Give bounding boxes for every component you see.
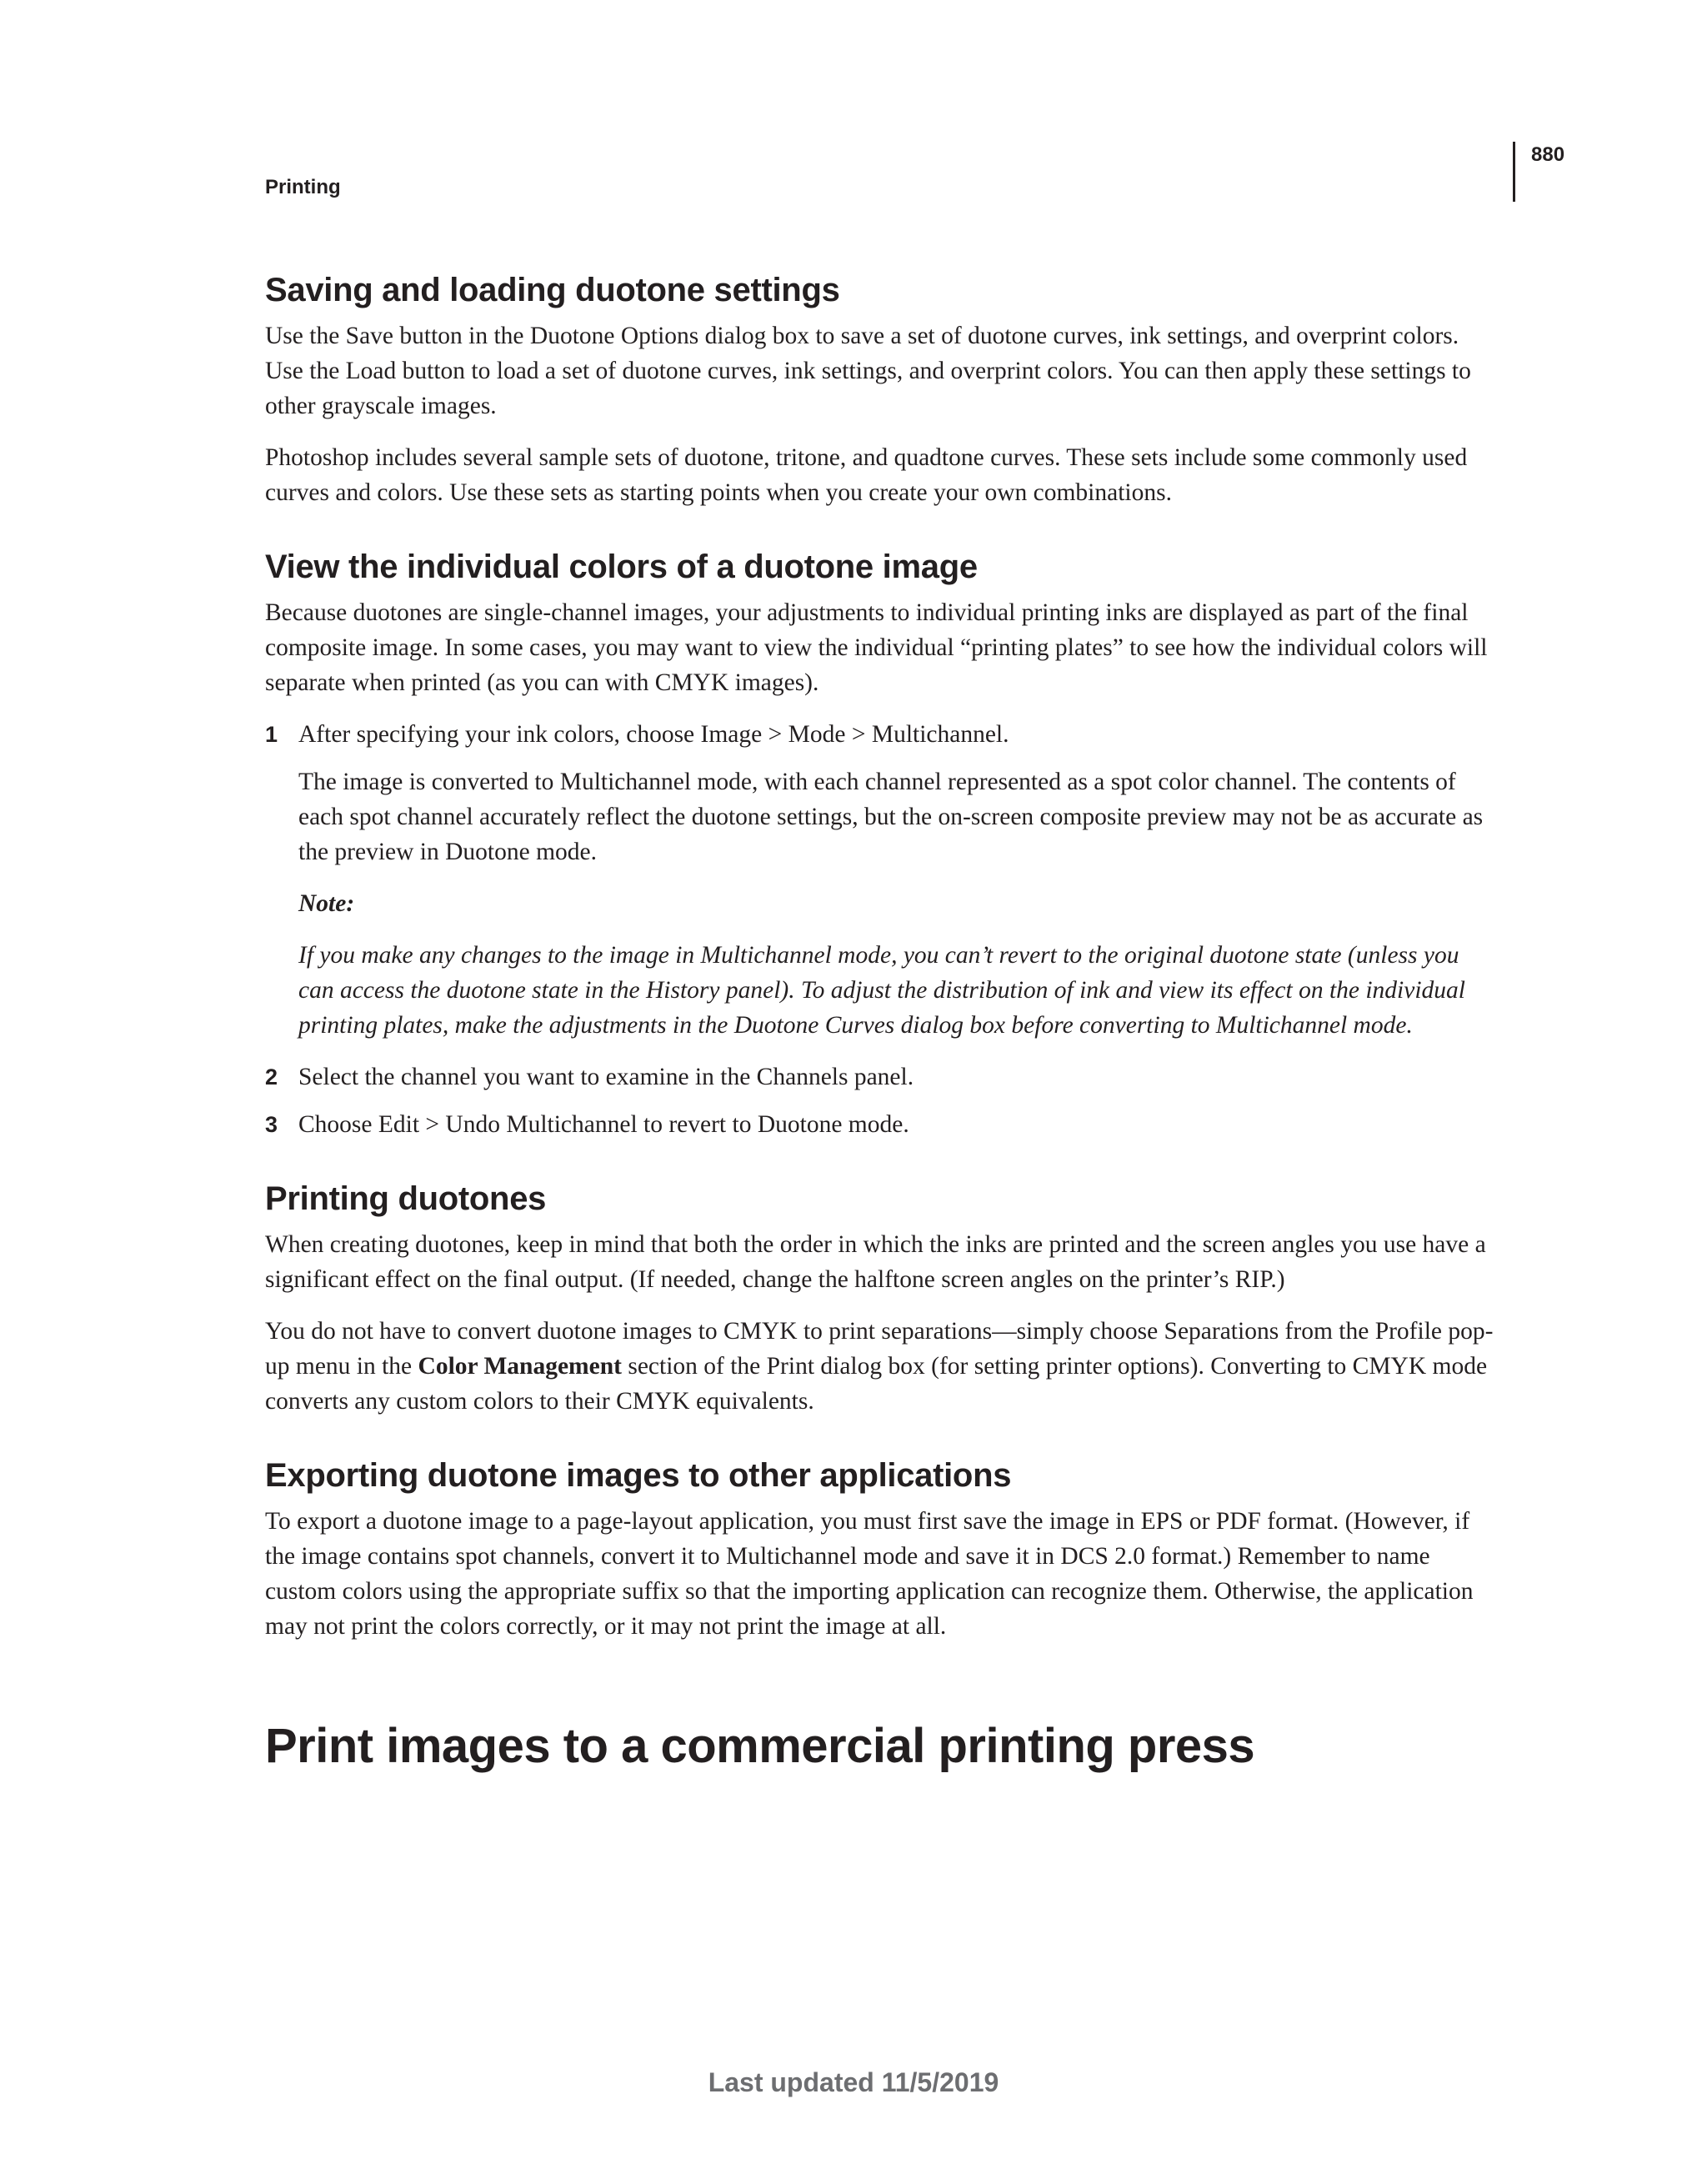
section-view-individual-colors bbox=[265, 547, 1499, 1142]
paragraph: Because duotones are single-channel images, your adjustments to individual printing inks are displayed as part of the final composite image. In some cases, you may want to view the individual “printing plates” to see how the individual colors will separate when printed (as you can with CMYK images). bbox=[265, 599, 1488, 696]
page-number-rule bbox=[1513, 142, 1515, 202]
section-heading-saving-loading: Saving and loading duotone settings bbox=[265, 272, 840, 308]
step-number: 1 bbox=[265, 722, 278, 747]
running-head: Printing bbox=[265, 176, 341, 198]
section-heading-exporting: Exporting duotone images to other applications bbox=[265, 1457, 1012, 1494]
paragraph: To export a duotone image to a page-layout application, you must first save the image in EPS or PDF format. (However, if the image contains spot channels, convert it to Multichannel mode and save it in DCS 2.0 format.) Remember to name custom colors using the appropriate suffix so that the importing application can recognize them. Otherwise, the application may not print the colors correctly, or it may not print the image at all. bbox=[265, 1508, 1474, 1640]
steps-list bbox=[265, 717, 1499, 1142]
text-run: You do not have to convert duotone images to CMYK to print separations—simply choose Separations from the Profile pop-up menu in the bbox=[265, 1318, 1494, 1380]
step-detail: The image is converted to Multichannel mode, with each channel represented as a spot color channel. The contents of each spot channel accurately reflect the duotone settings, but the on-screen composite preview may not be as accurate as the preview in Duotone mode. bbox=[298, 769, 1484, 865]
section-exporting bbox=[265, 1455, 1499, 1644]
step-text: Select the channel you want to examine in the Channels panel. bbox=[298, 1064, 914, 1090]
chapter-heading-commercial-printing: Print images to a commercial printing press bbox=[265, 1719, 1255, 1773]
step-number: 3 bbox=[265, 1112, 278, 1137]
text-run: section of the Print dialog box (for setting printer options). Converting to CMYK mode converts any custom colors to their CMYK equivalents. bbox=[265, 1353, 1488, 1415]
section-printing-duotones bbox=[265, 1179, 1499, 1419]
note-text: If you make any changes to the image in Multichannel mode, you can’t revert to the original duotone state (unless you can access the duotone state in the History panel). To adjust the distribution of ink and view its effect on the individual printing plates, make the adjustments in the Duotone Curves dialog box before converting to Multichannel mode. bbox=[298, 942, 1465, 1039]
step-text: Choose Edit > Undo Multichannel to revert to Duotone mode. bbox=[298, 1111, 909, 1138]
section-heading-printing-duotones: Printing duotones bbox=[265, 1180, 547, 1217]
page-number: 880 bbox=[1531, 143, 1565, 166]
note-label: Note: bbox=[298, 890, 355, 917]
step-item bbox=[265, 1059, 1499, 1095]
step-item bbox=[265, 1107, 1499, 1142]
page-body bbox=[265, 270, 1499, 1776]
paragraph: When creating duotones, keep in mind that both the order in which the inks are printed and the screen angles you use have a significant effect on the final output. (If needed, change the halftone screen angles on the printer’s RIP.) bbox=[265, 1231, 1486, 1293]
footer-last-updated: Last updated 11/5/2019 bbox=[708, 2067, 999, 2097]
step-item bbox=[265, 717, 1499, 1043]
paragraph: Photoshop includes several sample sets of duotone, tritone, and quadtone curves. These sets include some commonly used curves and colors. Use these sets as starting points when you create your own combinations. bbox=[265, 444, 1468, 506]
bold-term-color-management: Color Management bbox=[418, 1353, 622, 1380]
section-saving-loading bbox=[265, 270, 1499, 510]
step-number: 2 bbox=[265, 1064, 278, 1089]
paragraph: Use the Save button in the Duotone Options dialog box to save a set of duotone curves, ink settings, and overprint colors. Use the Load button to load a set of duotone curves, ink settings, and overprint colors. You can then apply these settings to other grayscale images. bbox=[265, 323, 1471, 419]
paragraph-with-bold bbox=[265, 1314, 1499, 1419]
step-text: After specifying your ink colors, choose Image > Mode > Multichannel. bbox=[298, 721, 1009, 748]
section-heading-view-individual-colors: View the individual colors of a duotone image bbox=[265, 549, 978, 585]
